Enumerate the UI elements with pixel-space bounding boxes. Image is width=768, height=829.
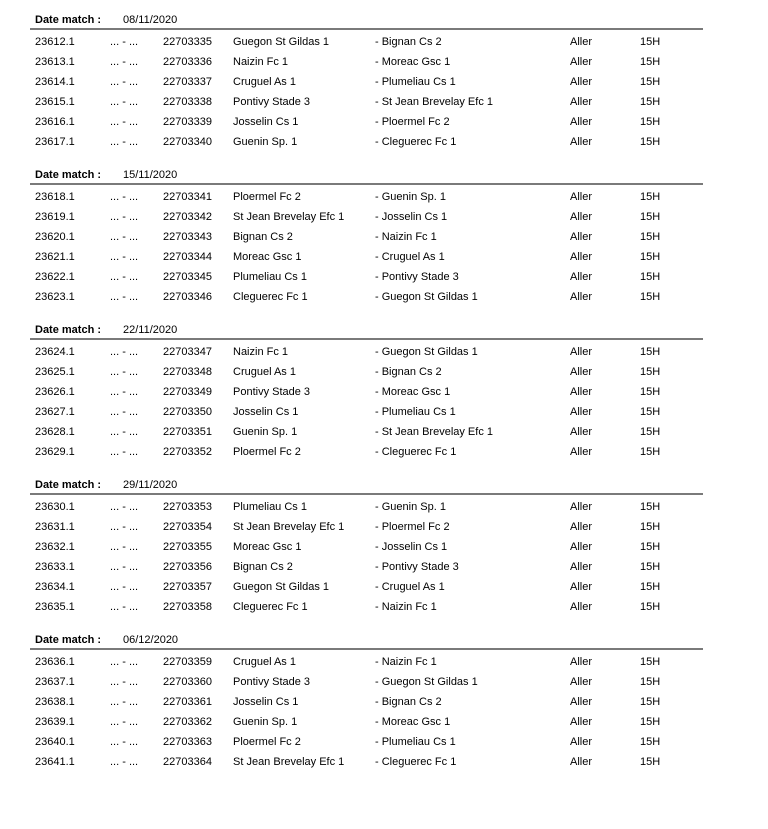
leg-indicator: Aller [570, 561, 593, 573]
home-team: Naizin Fc 1 [233, 56, 289, 68]
match-row [30, 557, 703, 577]
match-code: 22703341 [163, 191, 212, 203]
home-team: Pontivy Stade 3 [233, 96, 311, 108]
match-code: 22703362 [163, 716, 212, 728]
date-section [30, 632, 703, 772]
match-number: 23631.1 [35, 521, 75, 533]
leg-indicator: Aller [570, 366, 593, 378]
leg-indicator: Aller [570, 271, 593, 283]
score-placeholder: ... - ... [110, 366, 139, 378]
match-row [30, 712, 703, 732]
home-team: St Jean Brevelay Efc 1 [233, 211, 345, 223]
score-placeholder: ... - ... [110, 541, 139, 553]
match-row [30, 652, 703, 672]
kickoff-time: 15H [640, 716, 661, 728]
match-row [30, 517, 703, 537]
score-placeholder: ... - ... [110, 696, 139, 708]
score-placeholder: ... - ... [110, 251, 139, 263]
match-number: 23632.1 [35, 541, 75, 553]
kickoff-time: 15H [640, 271, 661, 283]
kickoff-time: 15H [640, 291, 661, 303]
away-team: - Pontivy Stade 3 [375, 271, 459, 283]
match-code: 22703335 [163, 36, 212, 48]
home-team: Cruguel As 1 [233, 366, 296, 378]
leg-indicator: Aller [570, 521, 593, 533]
kickoff-time: 15H [640, 366, 661, 378]
away-team: - Plumeliau Cs 1 [375, 406, 456, 418]
kickoff-time: 15H [640, 426, 661, 438]
match-number: 23636.1 [35, 656, 75, 668]
match-code: 22703363 [163, 736, 212, 748]
match-number: 23622.1 [35, 271, 75, 283]
match-code: 22703361 [163, 696, 212, 708]
match-row [30, 132, 703, 152]
kickoff-time: 15H [640, 736, 661, 748]
home-team: St Jean Brevelay Efc 1 [233, 756, 345, 768]
away-team: - Guenin Sp. 1 [375, 501, 446, 513]
match-code: 22703354 [163, 521, 212, 533]
match-number: 23625.1 [35, 366, 75, 378]
match-number: 23638.1 [35, 696, 75, 708]
leg-indicator: Aller [570, 656, 593, 668]
match-row [30, 692, 703, 712]
date-match-label: Date match : [35, 479, 102, 491]
match-number: 23626.1 [35, 386, 75, 398]
match-number: 23641.1 [35, 756, 75, 768]
home-team: Ploermel Fc 2 [233, 446, 301, 458]
away-team: - Guegon St Gildas 1 [375, 346, 478, 358]
kickoff-time: 15H [640, 116, 661, 128]
kickoff-time: 15H [640, 191, 661, 203]
match-date: 08/11/2020 [123, 14, 178, 26]
match-row [30, 442, 703, 462]
score-placeholder: ... - ... [110, 716, 139, 728]
home-team: St Jean Brevelay Efc 1 [233, 521, 345, 533]
home-team: Bignan Cs 2 [233, 231, 293, 243]
away-team: - Cleguerec Fc 1 [375, 136, 457, 148]
away-team: - Guegon St Gildas 1 [375, 676, 478, 688]
home-team: Plumeliau Cs 1 [233, 271, 307, 283]
leg-indicator: Aller [570, 736, 593, 748]
match-number: 23612.1 [35, 36, 75, 48]
kickoff-time: 15H [640, 521, 661, 533]
score-placeholder: ... - ... [110, 271, 139, 283]
away-team: - Cleguerec Fc 1 [375, 756, 457, 768]
match-number: 23630.1 [35, 501, 75, 513]
away-team: - St Jean Brevelay Efc 1 [375, 96, 493, 108]
section-header [30, 632, 703, 650]
kickoff-time: 15H [640, 756, 661, 768]
match-row [30, 732, 703, 752]
leg-indicator: Aller [570, 446, 593, 458]
date-section [30, 477, 703, 617]
home-team: Ploermel Fc 2 [233, 191, 301, 203]
match-code: 22703345 [163, 271, 212, 283]
score-placeholder: ... - ... [110, 656, 139, 668]
kickoff-time: 15H [640, 96, 661, 108]
match-row [30, 112, 703, 132]
date-match-label: Date match : [35, 14, 102, 26]
leg-indicator: Aller [570, 291, 593, 303]
date-match-label: Date match : [35, 634, 102, 646]
score-placeholder: ... - ... [110, 76, 139, 88]
match-row [30, 422, 703, 442]
match-number: 23639.1 [35, 716, 75, 728]
leg-indicator: Aller [570, 716, 593, 728]
leg-indicator: Aller [570, 211, 593, 223]
away-team: - Cruguel As 1 [375, 581, 445, 593]
match-code: 22703351 [163, 426, 212, 438]
section-header [30, 322, 703, 340]
home-team: Naizin Fc 1 [233, 346, 289, 358]
match-row [30, 577, 703, 597]
section-header [30, 477, 703, 495]
match-row [30, 382, 703, 402]
match-date: 29/11/2020 [123, 479, 178, 491]
away-team: - Cleguerec Fc 1 [375, 446, 457, 458]
match-code: 22703336 [163, 56, 212, 68]
date-match-label: Date match : [35, 169, 102, 181]
match-number: 23621.1 [35, 251, 75, 263]
away-team: - Bignan Cs 2 [375, 696, 442, 708]
match-number: 23628.1 [35, 426, 75, 438]
kickoff-time: 15H [640, 406, 661, 418]
away-team: - Guenin Sp. 1 [375, 191, 446, 203]
away-team: - Ploermel Fc 2 [375, 521, 450, 533]
away-team: - Guegon St Gildas 1 [375, 291, 478, 303]
match-rows [30, 497, 703, 617]
kickoff-time: 15H [640, 446, 661, 458]
leg-indicator: Aller [570, 756, 593, 768]
match-row [30, 267, 703, 287]
home-team: Josselin Cs 1 [233, 406, 299, 418]
score-placeholder: ... - ... [110, 231, 139, 243]
leg-indicator: Aller [570, 36, 593, 48]
home-team: Guenin Sp. 1 [233, 426, 298, 438]
match-number: 23634.1 [35, 581, 75, 593]
match-date: 06/12/2020 [123, 634, 179, 646]
match-number: 23633.1 [35, 561, 75, 573]
score-placeholder: ... - ... [110, 756, 139, 768]
score-placeholder: ... - ... [110, 426, 139, 438]
away-team: - Josselin Cs 1 [375, 541, 448, 553]
away-team: - Bignan Cs 2 [375, 366, 442, 378]
home-team: Guegon St Gildas 1 [233, 581, 330, 593]
match-number: 23620.1 [35, 231, 75, 243]
match-number: 23618.1 [35, 191, 75, 203]
score-placeholder: ... - ... [110, 501, 139, 513]
leg-indicator: Aller [570, 696, 593, 708]
match-code: 22703353 [163, 501, 212, 513]
match-code: 22703338 [163, 96, 212, 108]
match-row [30, 342, 703, 362]
match-row [30, 52, 703, 72]
match-rows [30, 187, 703, 307]
kickoff-time: 15H [640, 386, 661, 398]
score-placeholder: ... - ... [110, 736, 139, 748]
match-date: 22/11/2020 [123, 324, 178, 336]
leg-indicator: Aller [570, 76, 593, 88]
score-placeholder: ... - ... [110, 136, 139, 148]
match-code: 22703356 [163, 561, 212, 573]
match-row [30, 247, 703, 267]
match-number: 23616.1 [35, 116, 75, 128]
match-code: 22703344 [163, 251, 212, 263]
match-number: 23637.1 [35, 676, 75, 688]
away-team: - Josselin Cs 1 [375, 211, 448, 223]
home-team: Cruguel As 1 [233, 76, 296, 88]
score-placeholder: ... - ... [110, 561, 139, 573]
kickoff-time: 15H [640, 136, 661, 148]
match-code: 22703357 [163, 581, 212, 593]
score-placeholder: ... - ... [110, 521, 139, 533]
away-team: - Naizin Fc 1 [375, 601, 437, 613]
home-team: Bignan Cs 2 [233, 561, 293, 573]
score-placeholder: ... - ... [110, 601, 139, 613]
score-placeholder: ... - ... [110, 676, 139, 688]
home-team: Moreac Gsc 1 [233, 251, 302, 263]
home-team: Josselin Cs 1 [233, 696, 299, 708]
kickoff-time: 15H [640, 696, 661, 708]
match-number: 23627.1 [35, 406, 75, 418]
match-row [30, 672, 703, 692]
date-section [30, 167, 703, 307]
match-number: 23635.1 [35, 601, 75, 613]
away-team: - St Jean Brevelay Efc 1 [375, 426, 493, 438]
match-number: 23623.1 [35, 291, 75, 303]
score-placeholder: ... - ... [110, 446, 139, 458]
match-row [30, 92, 703, 112]
home-team: Ploermel Fc 2 [233, 736, 301, 748]
match-row [30, 362, 703, 382]
match-row [30, 32, 703, 52]
match-row [30, 537, 703, 557]
kickoff-time: 15H [640, 231, 661, 243]
leg-indicator: Aller [570, 676, 593, 688]
match-number: 23624.1 [35, 346, 75, 358]
match-code: 22703355 [163, 541, 212, 553]
date-section [30, 12, 703, 152]
match-row [30, 597, 703, 617]
match-code: 22703360 [163, 676, 212, 688]
away-team: - Plumeliau Cs 1 [375, 76, 456, 88]
leg-indicator: Aller [570, 251, 593, 263]
match-code: 22703364 [163, 756, 212, 768]
away-team: - Naizin Fc 1 [375, 231, 437, 243]
leg-indicator: Aller [570, 501, 593, 513]
match-row [30, 72, 703, 92]
leg-indicator: Aller [570, 136, 593, 148]
score-placeholder: ... - ... [110, 56, 139, 68]
score-placeholder: ... - ... [110, 386, 139, 398]
match-code: 22703350 [163, 406, 212, 418]
match-number: 23615.1 [35, 96, 75, 108]
away-team: - Moreac Gsc 1 [375, 386, 451, 398]
home-team: Cleguerec Fc 1 [233, 601, 308, 613]
match-rows [30, 652, 703, 772]
leg-indicator: Aller [570, 191, 593, 203]
match-row [30, 287, 703, 307]
leg-indicator: Aller [570, 346, 593, 358]
leg-indicator: Aller [570, 96, 593, 108]
home-team: Guenin Sp. 1 [233, 716, 298, 728]
score-placeholder: ... - ... [110, 291, 139, 303]
score-placeholder: ... - ... [110, 191, 139, 203]
home-team: Cruguel As 1 [233, 656, 296, 668]
away-team: - Ploermel Fc 2 [375, 116, 450, 128]
match-row [30, 752, 703, 772]
kickoff-time: 15H [640, 211, 661, 223]
leg-indicator: Aller [570, 56, 593, 68]
match-row [30, 497, 703, 517]
leg-indicator: Aller [570, 426, 593, 438]
score-placeholder: ... - ... [110, 406, 139, 418]
leg-indicator: Aller [570, 231, 593, 243]
home-team: Guenin Sp. 1 [233, 136, 298, 148]
kickoff-time: 15H [640, 601, 661, 613]
match-row [30, 187, 703, 207]
kickoff-time: 15H [640, 76, 661, 88]
kickoff-time: 15H [640, 676, 661, 688]
match-rows [30, 342, 703, 462]
match-code: 22703358 [163, 601, 212, 613]
kickoff-time: 15H [640, 251, 661, 263]
match-code: 22703359 [163, 656, 212, 668]
match-number: 23617.1 [35, 136, 75, 148]
kickoff-time: 15H [640, 346, 661, 358]
match-code: 22703348 [163, 366, 212, 378]
away-team: - Moreac Gsc 1 [375, 716, 451, 728]
away-team: - Plumeliau Cs 1 [375, 736, 456, 748]
score-placeholder: ... - ... [110, 116, 139, 128]
home-team: Pontivy Stade 3 [233, 676, 311, 688]
score-placeholder: ... - ... [110, 36, 139, 48]
home-team: Josselin Cs 1 [233, 116, 299, 128]
home-team: Pontivy Stade 3 [233, 386, 311, 398]
home-team: Guegon St Gildas 1 [233, 36, 330, 48]
leg-indicator: Aller [570, 581, 593, 593]
match-code: 22703347 [163, 346, 212, 358]
match-number: 23613.1 [35, 56, 75, 68]
leg-indicator: Aller [570, 406, 593, 418]
match-number: 23629.1 [35, 446, 75, 458]
away-team: - Moreac Gsc 1 [375, 56, 451, 68]
match-code: 22703342 [163, 211, 212, 223]
section-header [30, 12, 703, 30]
match-code: 22703349 [163, 386, 212, 398]
leg-indicator: Aller [570, 386, 593, 398]
leg-indicator: Aller [570, 601, 593, 613]
score-placeholder: ... - ... [110, 96, 139, 108]
date-section [30, 322, 703, 462]
kickoff-time: 15H [640, 501, 661, 513]
match-code: 22703343 [163, 231, 212, 243]
kickoff-time: 15H [640, 581, 661, 593]
match-rows [30, 32, 703, 152]
match-code: 22703337 [163, 76, 212, 88]
match-number: 23619.1 [35, 211, 75, 223]
section-header [30, 167, 703, 185]
score-placeholder: ... - ... [110, 346, 139, 358]
match-code: 22703352 [163, 446, 212, 458]
kickoff-time: 15H [640, 56, 661, 68]
kickoff-time: 15H [640, 656, 661, 668]
home-team: Cleguerec Fc 1 [233, 291, 308, 303]
kickoff-time: 15H [640, 541, 661, 553]
leg-indicator: Aller [570, 541, 593, 553]
away-team: - Bignan Cs 2 [375, 36, 442, 48]
match-date: 15/11/2020 [123, 169, 178, 181]
match-row [30, 207, 703, 227]
away-team: - Cruguel As 1 [375, 251, 445, 263]
date-match-label: Date match : [35, 324, 102, 336]
home-team: Plumeliau Cs 1 [233, 501, 307, 513]
match-number: 23614.1 [35, 76, 75, 88]
leg-indicator: Aller [570, 116, 593, 128]
match-code: 22703346 [163, 291, 212, 303]
kickoff-time: 15H [640, 36, 661, 48]
home-team: Moreac Gsc 1 [233, 541, 302, 553]
match-row [30, 402, 703, 422]
score-placeholder: ... - ... [110, 211, 139, 223]
match-number: 23640.1 [35, 736, 75, 748]
match-code: 22703339 [163, 116, 212, 128]
match-code: 22703340 [163, 136, 212, 148]
kickoff-time: 15H [640, 561, 661, 573]
away-team: - Naizin Fc 1 [375, 656, 437, 668]
away-team: - Pontivy Stade 3 [375, 561, 459, 573]
match-row [30, 227, 703, 247]
score-placeholder: ... - ... [110, 581, 139, 593]
